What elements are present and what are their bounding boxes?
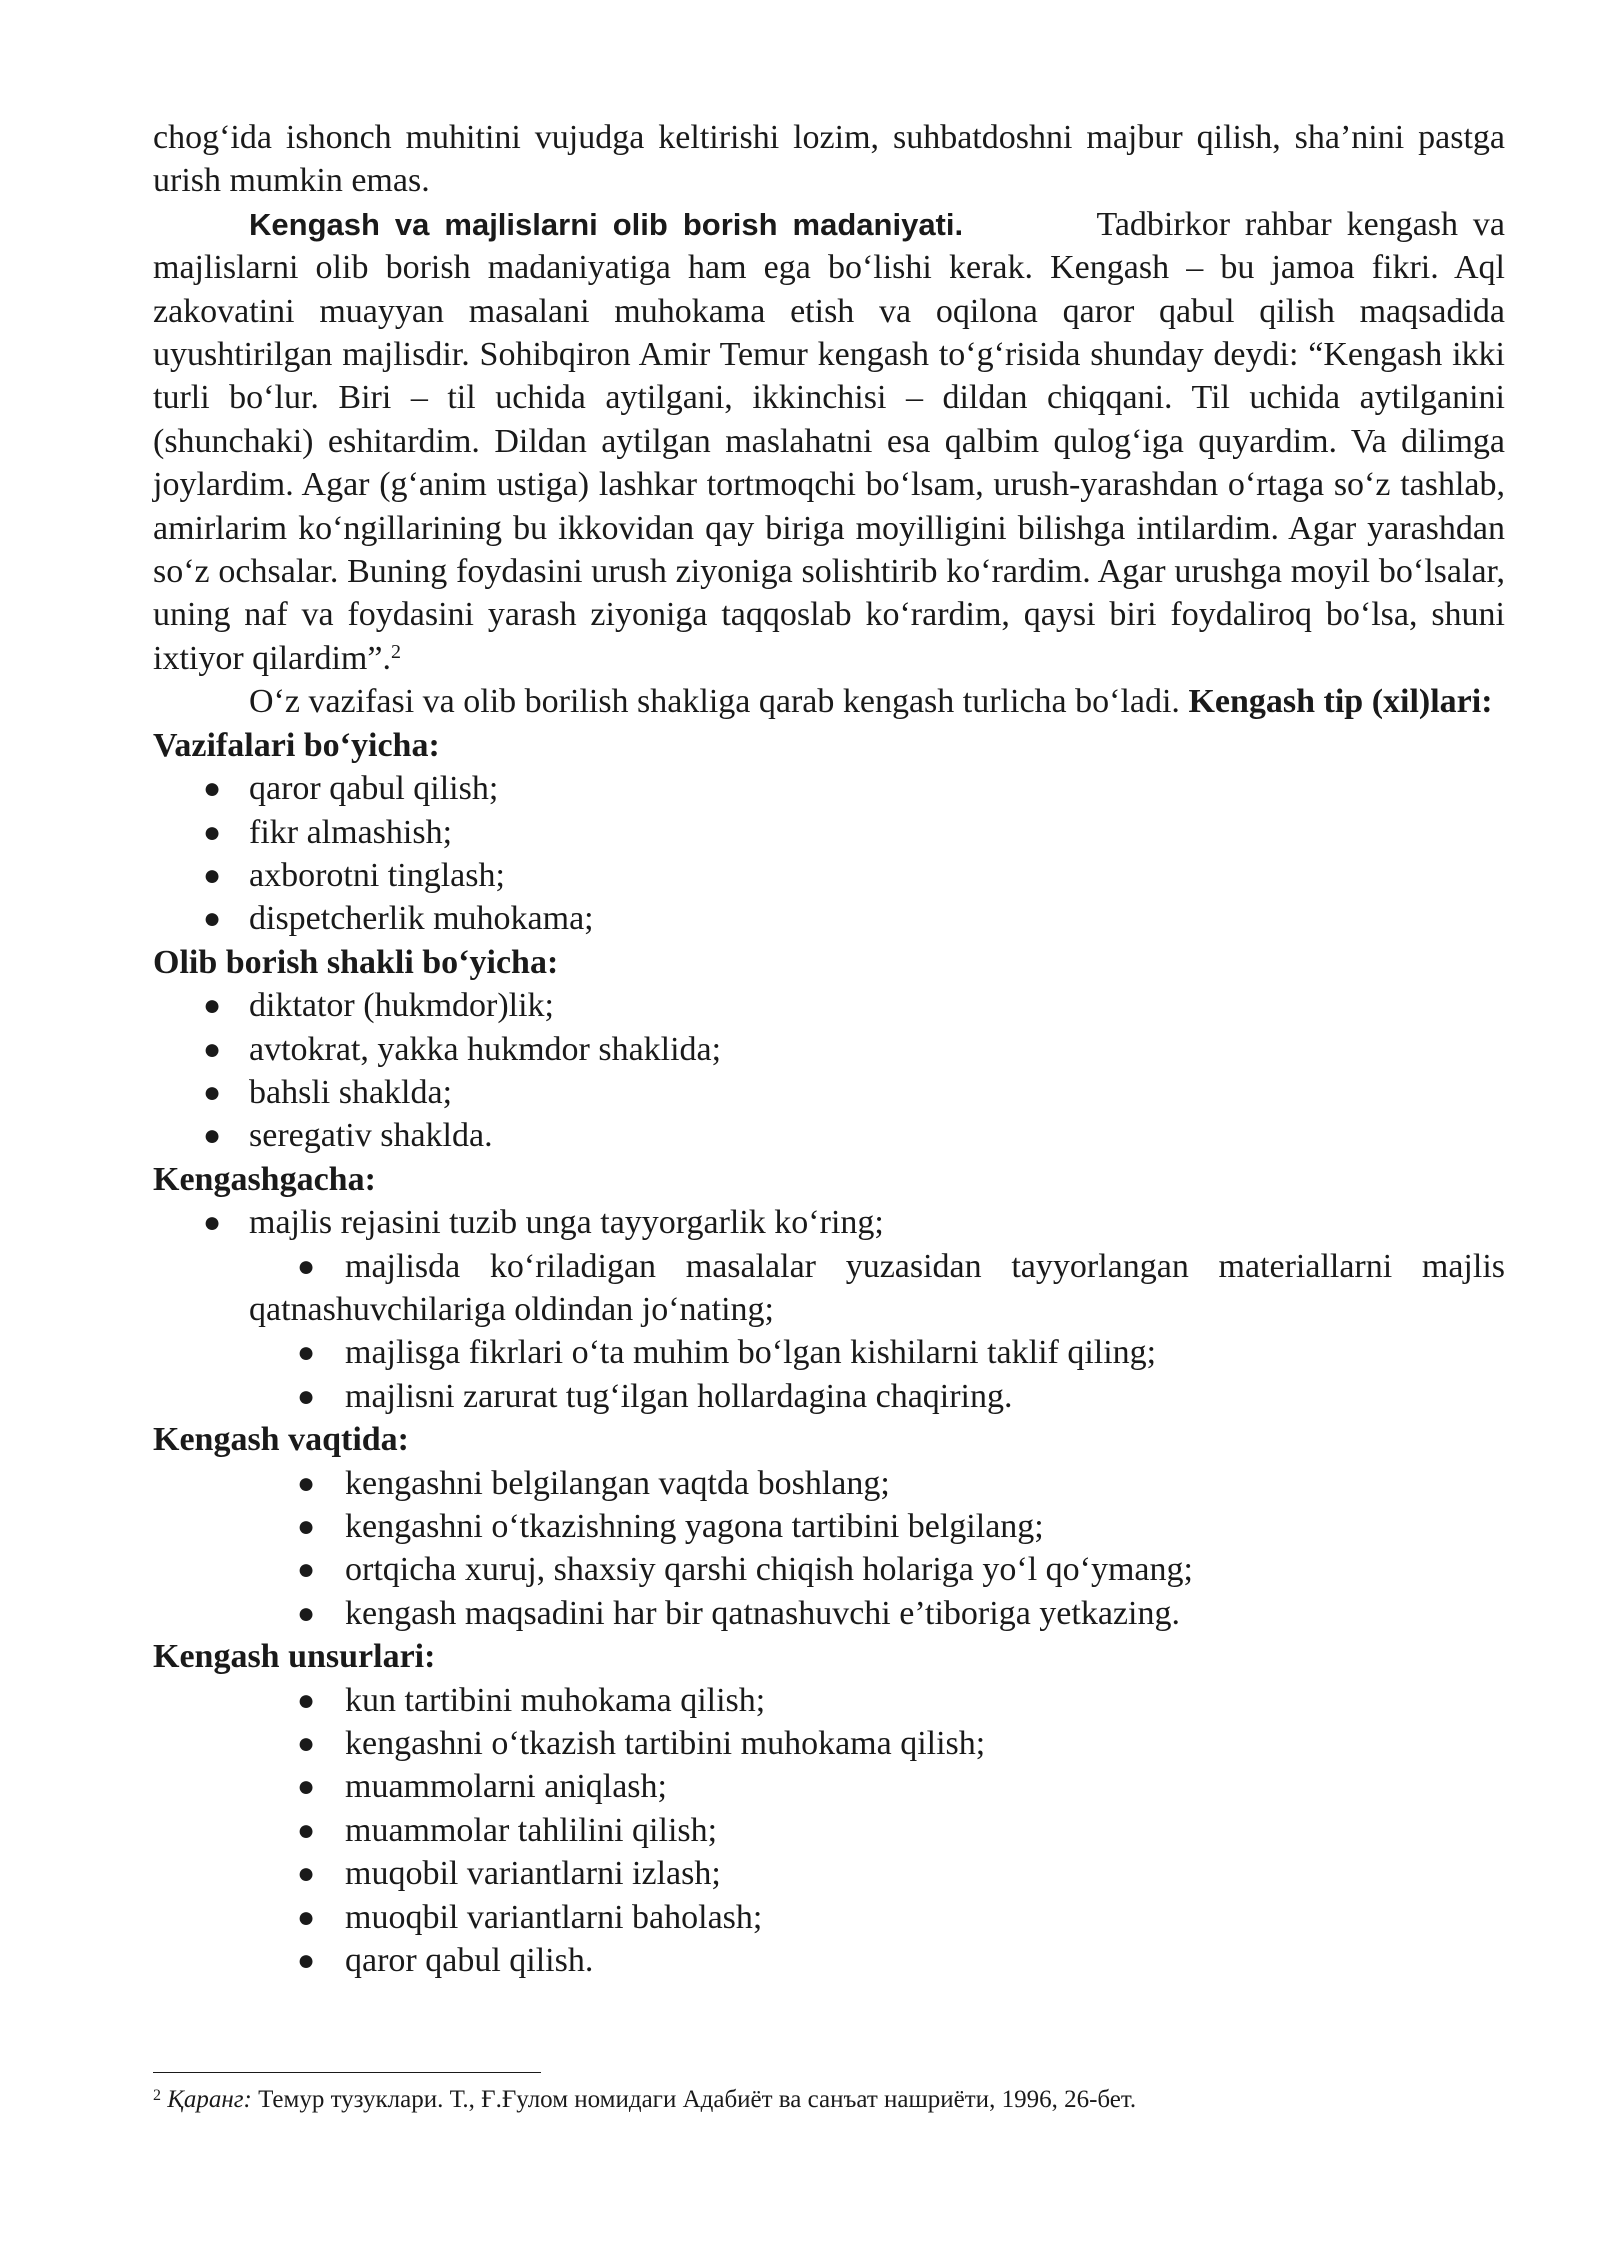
- list-item-text: muammolar tahlilini qilish;: [345, 1811, 718, 1849]
- list-shakli: [153, 984, 1505, 1158]
- list-item-text: muqobil variantlarni izlash;: [345, 1855, 721, 1893]
- list-item: [153, 1896, 1505, 1939]
- list-item-text: seregativ shaklda.: [249, 1117, 493, 1155]
- kengash-title: Kengash va majlislarni olib borish madaniyati.: [249, 206, 964, 242]
- list-item: [153, 1331, 1505, 1374]
- list-item-text: majlisni zarurat tugʻilgan hollardagina chaqiring.: [345, 1377, 1013, 1415]
- list-item-text: qaror qabul qilish;: [249, 770, 499, 808]
- list-gacha-lvl2: [153, 1331, 1505, 1418]
- list-item: [153, 1679, 1505, 1722]
- list-item: [153, 1765, 1505, 1808]
- list-item: [153, 1505, 1505, 1548]
- list-item-text: majlis rejasini tuzib unga tayyorgarlik koʻring;: [249, 1204, 884, 1242]
- bullet-icon: ●: [203, 1206, 222, 1240]
- section-heading-unsurlari: Kengash unsurlari:: [153, 1638, 436, 1676]
- continuation-text: chogʻida ishonch muhitini vujudga keltirishi lozim, suhbatdoshni majbur qilish, sha’nini pastga urish mumkin emas.: [153, 119, 1505, 200]
- bullet-icon: ●: [297, 1466, 316, 1500]
- bullet-icon: ●: [297, 1596, 316, 1630]
- list-item-text: majlisda koʻriladigan masalalar yuzasidan tayyorlangan materiallarni majlis qatnashuvchilariga oldindan joʻnating;: [249, 1247, 1505, 1328]
- list-item: [153, 854, 1505, 897]
- tip-heading: Kengash tip (xil)lari:: [1188, 683, 1493, 721]
- list-gacha-lvl1: [153, 1201, 1505, 1244]
- bullet-icon: ●: [297, 1944, 316, 1978]
- list-item: [153, 1809, 1505, 1852]
- list-item: [153, 1201, 1505, 1244]
- list-item: [153, 1114, 1505, 1157]
- section-heading-gacha: Kengashgacha:: [153, 1160, 376, 1198]
- list-item: [153, 1852, 1505, 1895]
- kengash-paragraph: [153, 203, 1505, 680]
- list-unsurlari: [153, 1679, 1505, 1983]
- list-item-text: qaror qabul qilish.: [345, 1942, 594, 1980]
- list-item-text: avtokrat, yakka hukmdor shaklida;: [249, 1030, 722, 1068]
- bullet-icon: ●: [203, 1032, 222, 1066]
- document-page: [153, 116, 1505, 1982]
- list-item-text: kun tartibini muhokama qilish;: [345, 1681, 766, 1719]
- list-gacha-wrap: [153, 1245, 1505, 1332]
- bullet-icon: ●: [297, 1553, 316, 1587]
- bullet-icon: ●: [297, 1510, 316, 1543]
- list-item: [153, 897, 1505, 940]
- list-item-text: kengashni belgilangan vaqtda boshlang;: [345, 1464, 890, 1502]
- bullet-icon: ●: [297, 1727, 316, 1761]
- list-item: [153, 1462, 1505, 1505]
- footnote-divider: [153, 2072, 541, 2073]
- bullet-icon: ●: [203, 772, 222, 806]
- footnote-label: Қаранг:: [167, 2086, 252, 2113]
- list-item: [153, 1071, 1505, 1114]
- list-item-text: diktator (hukmdor)lik;: [249, 987, 555, 1025]
- bullet-icon: ●: [297, 1857, 316, 1891]
- list-item-text: bahsli shaklda;: [249, 1073, 453, 1111]
- list-vazifalari: [153, 767, 1505, 941]
- list-item: [153, 1592, 1505, 1635]
- list-item-text: majlisga fikrlari oʻta muhim boʻlgan kishilarni taklif qiling;: [345, 1334, 1157, 1372]
- section-heading-vaqtida: Kengash vaqtida:: [153, 1421, 409, 1459]
- list-vaqtida: [153, 1462, 1505, 1636]
- list-item-text: ortqicha xuruj, shaxsiy qarshi chiqish holariga yoʻl qoʻymang;: [345, 1551, 1193, 1589]
- bullet-icon: ●: [297, 1683, 316, 1717]
- list-item-text: kengash maqsadini har bir qatnashuvchi e’tiboriga yetkazing.: [345, 1594, 1180, 1632]
- footnote-text: Темур тузуклари. Т., Ғ.Ғулом номидаги Адабиёт ва санъат нашриёти, 1996, 26-бет.: [258, 2086, 1137, 2113]
- bullet-icon: ●: [203, 902, 222, 936]
- bullet-icon: ●: [297, 1249, 316, 1283]
- tip-intro-text: Oʻz vazifasi va olib borilish shakliga qarab kengash turlicha boʻladi.: [249, 683, 1180, 721]
- list-item: [153, 1028, 1505, 1071]
- bullet-icon: ●: [203, 858, 222, 892]
- tip-intro-paragraph: [153, 680, 1505, 723]
- footnote-reference[interactable]: 2: [390, 640, 401, 663]
- list-item-text: fikr almashish;: [249, 813, 453, 851]
- bullet-icon: ●: [203, 815, 222, 849]
- list-item-text: kengashni oʻtkazish tartibini muhokama qilish;: [345, 1725, 986, 1763]
- list-item: [153, 1548, 1505, 1591]
- list-item: [153, 1375, 1505, 1418]
- bullet-icon: ●: [297, 1770, 316, 1804]
- kengash-text: Tadbirkor rahbar kengash va majlislarni olib borish madaniyatiga ham ega boʻlishi kerak. Kengash – bu jamoa fikri. Aql zakovatini muayyan masalani muhokama etish va oqilona qaror qabul qilish maqsadida uyushtirilgan majlisdir. Sohibqiron Amir Temur kengash toʻgʻrisida shunday deydi: “Kengash ikki turli boʻlur. Biri – til uchida aytilgani, ikkinchisi – dildan chiqqani. Til uchida aytilganini (shunchaki) eshitardim. Dildan aytilgan maslahatni esa qalbim qulogʻiga quyardim. Va dilimga joylardim. Agar (gʻanim ustiga) lashkar tortmoqchi boʻlsam, urush-yarashdan oʻrtaga soʻz tashlab, amirlarim koʻngillarining bu ikkovidan qay biriga moyilligini bilishga intilardim. Agar yarashdan soʻz ochsalar. Buning foydasini urush ziyoniga solishtirib koʻrardim. Agar urushga moyil boʻlsalar, uning naf va foydasini yarash ziyoniga taqqoslab koʻrardim, qaysi biri foydaliroq boʻlsa, shuni ixtiyor qilardim”.: [153, 205, 1505, 677]
- section-heading-vazifalari: Vazifalari boʻyicha:: [153, 726, 440, 764]
- list-item-text: muoqbil variantlarni baholash;: [345, 1898, 763, 1936]
- bullet-icon: ●: [203, 1075, 222, 1109]
- bullet-icon: ●: [297, 1336, 316, 1370]
- footnote-number: 2: [153, 2087, 161, 2104]
- list-item-text: axborotni tinglash;: [249, 856, 505, 894]
- list-item: [153, 1722, 1505, 1765]
- list-item: [153, 767, 1505, 810]
- bullet-icon: ●: [203, 1119, 222, 1153]
- list-item: [153, 984, 1505, 1027]
- bullet-icon: ●: [203, 989, 222, 1023]
- list-item-text: dispetcherlik muhokama;: [249, 900, 594, 938]
- bullet-icon: ●: [297, 1900, 316, 1934]
- list-item-text: muammolarni aniqlash;: [345, 1768, 667, 1806]
- list-item: [153, 811, 1505, 854]
- list-item: [153, 1939, 1505, 1982]
- section-heading-shakli: Olib borish shakli boʻyicha:: [153, 943, 559, 981]
- list-item-text: kengashni oʻtkazishning yagona tartibini belgilang;: [345, 1508, 1044, 1545]
- bullet-icon: ●: [297, 1379, 316, 1413]
- footnote: [153, 2084, 1505, 2116]
- bullet-icon: ●: [297, 1813, 316, 1847]
- list-item: [153, 1245, 1505, 1332]
- continuation-paragraph: [153, 116, 1505, 203]
